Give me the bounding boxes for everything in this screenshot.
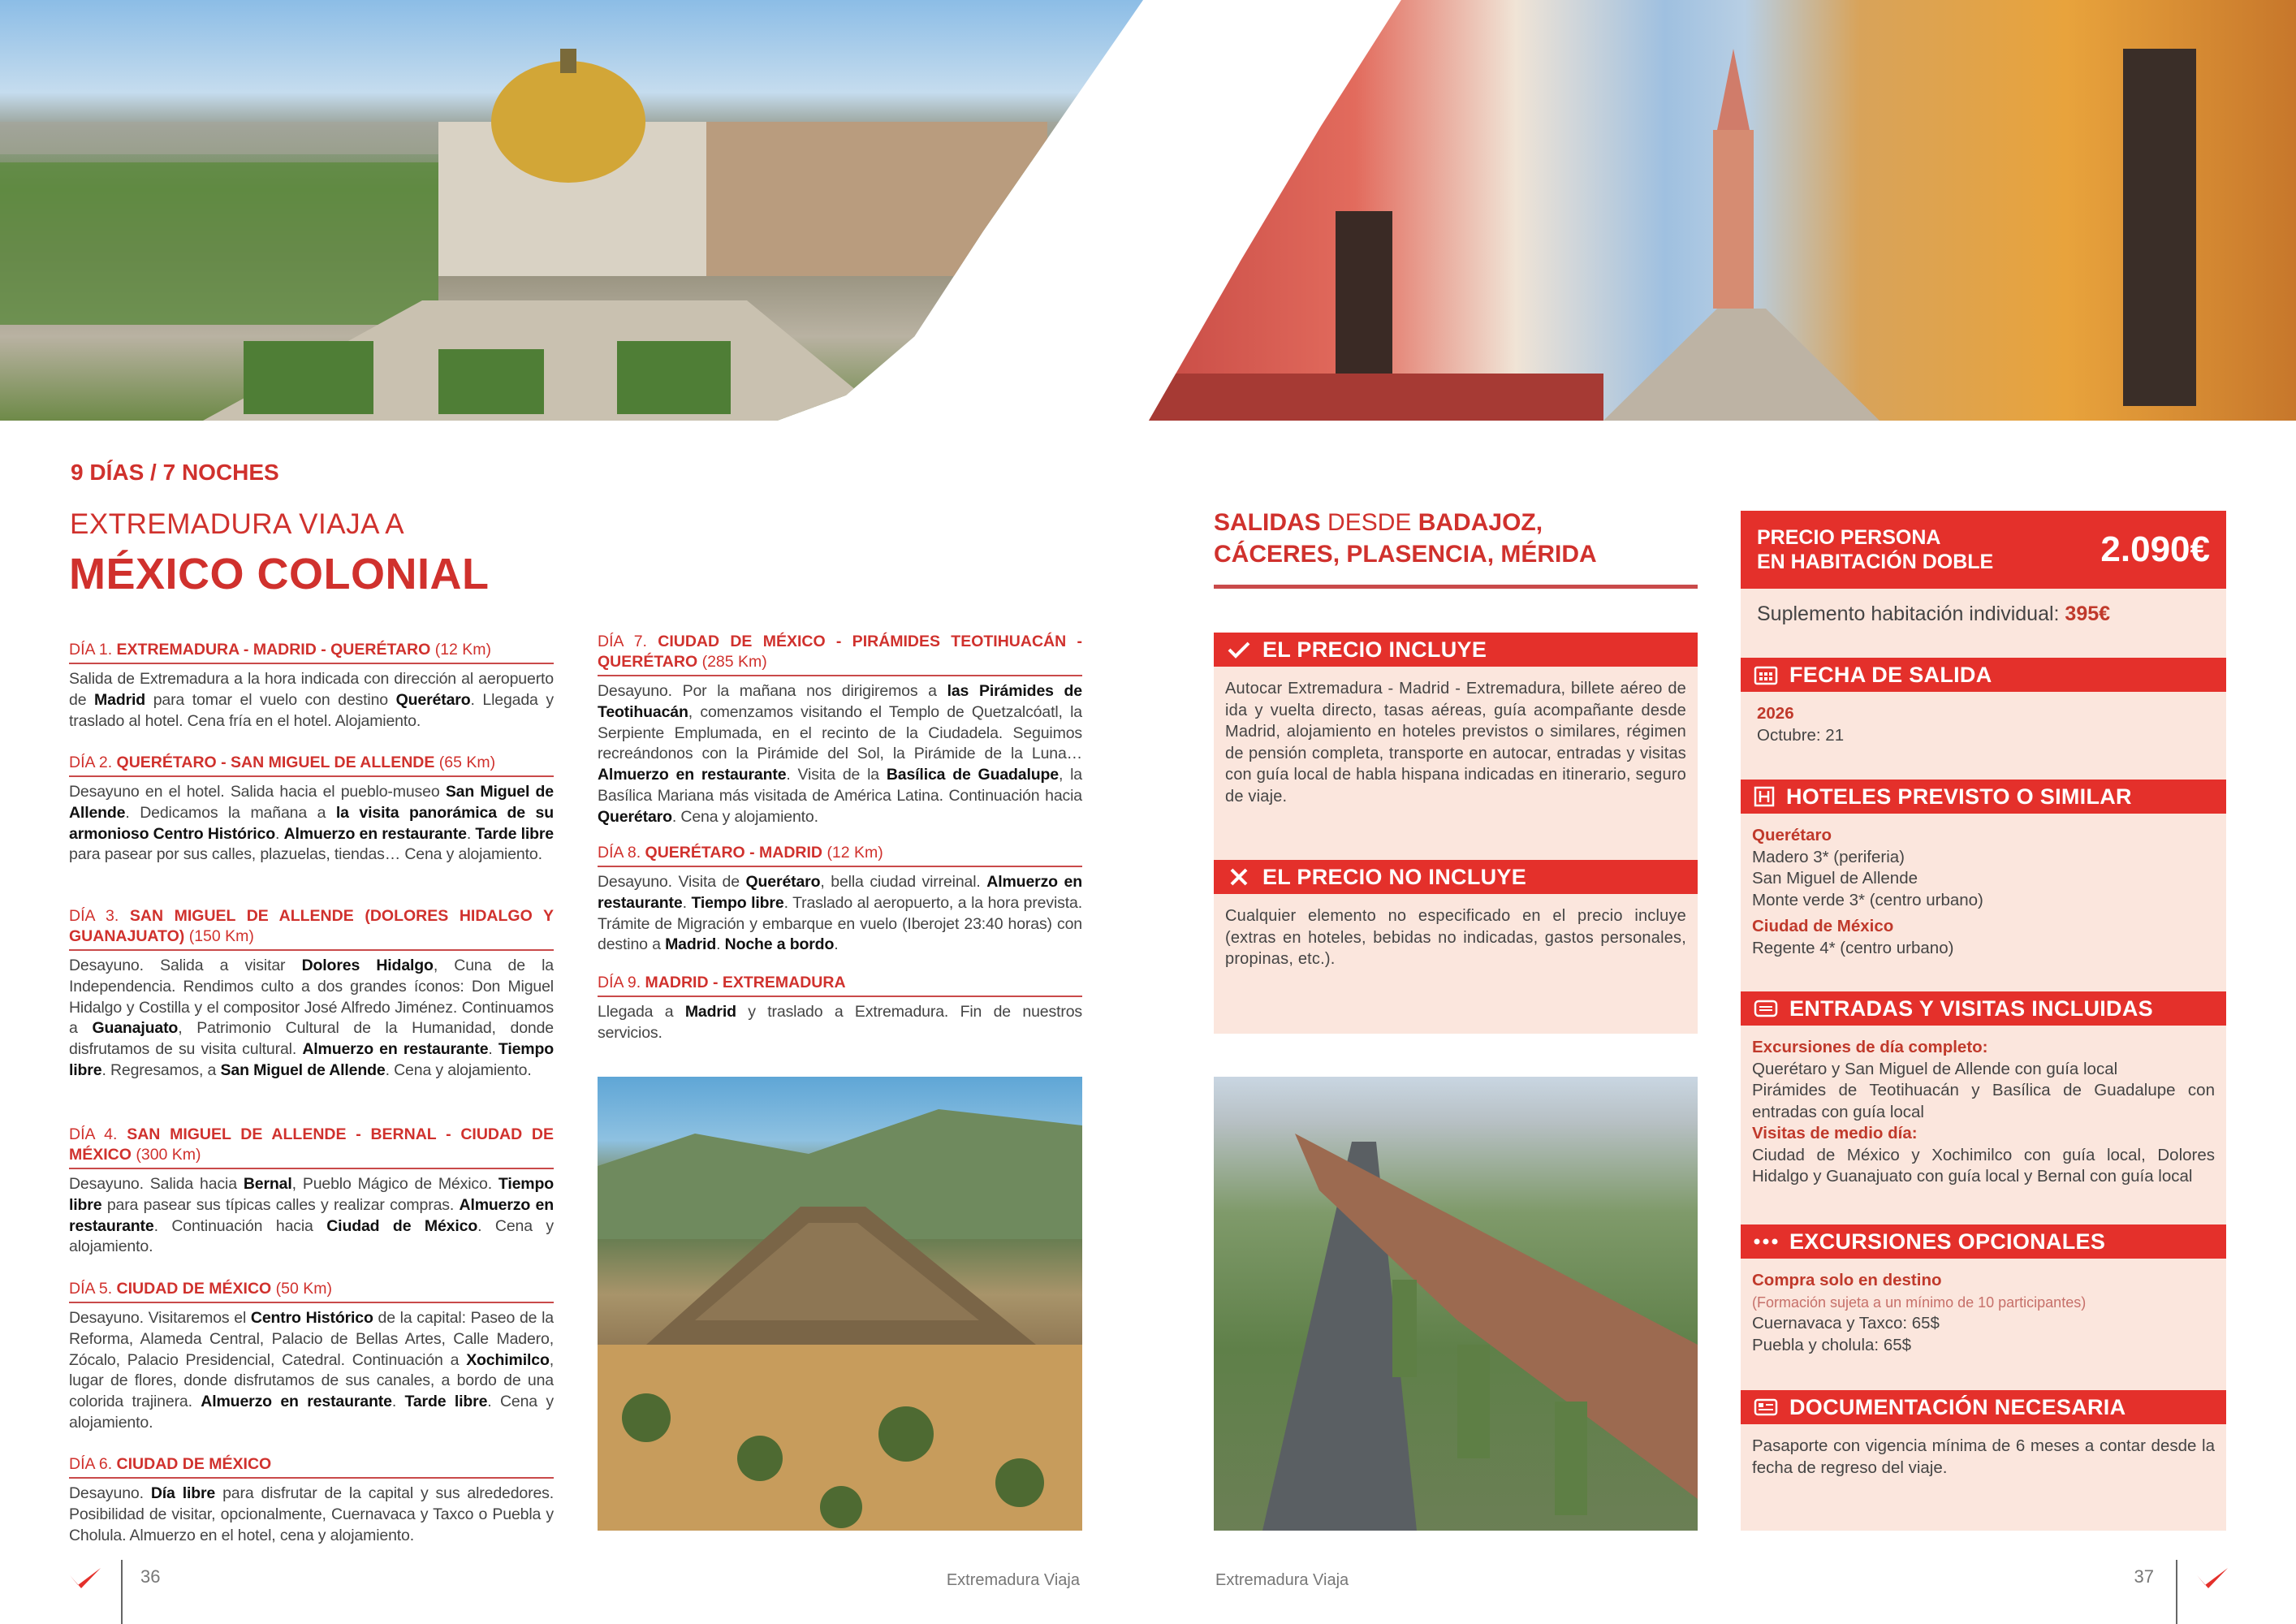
text: . [488,1040,498,1059]
day-6 [69,1454,554,1546]
day-distance: (300 Km) [136,1146,201,1164]
full-day-item: Pirámides de Teotihuacán y Basílica de Guadalupe con entradas con guía local [1752,1081,2215,1121]
text: de la capital: Paseo de la Reforma, Alameda Central, Palacio de Bellas Artes, Calle Madero, Zócalo, Palacio Presidencial, Catedral. Continuación a [69,1309,554,1369]
day-description [69,956,554,1082]
hotel-line: Regente 4* (centro urbano) [1752,938,1954,957]
trip-duration: 9 DÍAS / 7 NOCHES [71,460,279,485]
highlight: Día libre [150,1484,216,1502]
day-title: CIUDAD DE MÉXICO [116,1455,272,1473]
day-distance: (150 Km) [188,927,254,945]
documentation-header [1741,1390,2226,1424]
day-2 [69,753,554,866]
text: para pasear sus típicas calles y realizar compras. [101,1195,460,1214]
text: , Pueblo Mágico de México. [291,1175,498,1193]
highlight: Madrid [684,1003,736,1021]
price-label-line1: PRECIO PERSONA [1757,526,1941,549]
departure-year: 2026 [1757,704,1794,723]
highlight: Guanajuato [92,1019,179,1038]
text: . Cena y alojamiento. [385,1060,532,1079]
day-title: CIUDAD DE MÉXICO [116,1280,272,1298]
text: . Dedicamos la mañana a [125,803,336,822]
optional-item: Puebla y cholula: 65$ [1752,1335,1912,1354]
half-day-items: Ciudad de México y Xochimilco con guía local, Dolores Hidalgo y Guanajuato con guía local y Bernal con guía local [1752,1145,2215,1186]
text: . Llegada y traslado al hotel. Cena fría en el hotel. Alojamiento. [69,690,554,730]
highlight: Almuerzo en restaurante [69,1195,554,1235]
day-title: MADRID - EXTREMADURA [645,974,846,991]
text: . [275,824,284,843]
highlight: Tiempo libre [69,1175,554,1214]
divider [121,1560,123,1624]
departure-date-title: FECHA DE SALIDA [1789,662,1992,687]
day-heading [69,1125,554,1169]
price-includes-box [1214,633,1698,860]
hotel-line: San Miguel de Allende [1752,869,1918,888]
highlight: Madrid [665,935,717,954]
day-5 [69,1279,554,1434]
day-label: DÍA 1. [69,641,113,659]
price-includes-text: Autocar Extremadura - Madrid - Extremadura, billete aéreo de ida y vuelta directo, tasas aéreas, guía acompañante desde Madrid, alojamiento en hoteles previstos o similares, régimen de pensión completa, transporte en autocar, entradas y visitas con guía local de habla hispana indicadas en itinerario, seguro de viaje. [1225,680,1686,806]
highlight: Almuerzo en restaurante [201,1393,392,1411]
text: , bella ciudad virreinal. [820,873,987,891]
text: . [466,824,476,843]
price-includes-header [1214,633,1698,667]
highlight: Noche a bordo [724,935,835,954]
included-visits-section [1741,991,2226,1188]
price-banner [1741,511,2226,589]
price-value: 2.090€ [2100,529,2210,569]
highlight: Ciudad de México [326,1216,478,1235]
day-9 [598,973,1082,1044]
highlight: Querétaro [598,807,672,826]
price-includes-title: EL PRECIO INCLUYE [1262,637,1487,662]
text: Llegada a [598,1003,685,1021]
departure-city-1: BADAJOZ, [1418,509,1543,536]
highlight: Almuerzo en restaurante [283,824,467,843]
documentation-section [1741,1390,2226,1479]
supplement-label: Suplemento habitación individual: [1757,603,2065,625]
day-heading [69,1279,554,1303]
text: . Cena y alojamiento. [69,1216,555,1256]
text: . [391,1393,405,1411]
photo-teotihuacan-pyramid [598,1077,1082,1531]
text: . Cena y alojamiento. [69,1393,555,1432]
day-title: QUERÉTARO - SAN MIGUEL DE ALLENDE [116,754,435,771]
text: . Visita de la [786,766,887,784]
day-label: DÍA 6. [69,1455,113,1473]
optional-item: Cuernavaca y Taxco: 65$ [1752,1314,1940,1332]
street-illustration [1149,0,2296,421]
day-label: DÍA 2. [69,754,113,771]
photo-queretaro-aqueduct [1214,1077,1698,1531]
hotel-icon [1754,786,1775,807]
optional-note: (Formación sujeta a un mínimo de 10 participantes) [1752,1294,2087,1311]
day-description [69,669,554,732]
day-title: SAN MIGUEL DE ALLENDE - BERNAL - CIUDAD DE MÉXICO [69,1125,554,1164]
text: para tomar el vuelo con destino [145,690,396,709]
day-distance: (12 Km) [434,641,492,659]
day-distance: (12 Km) [826,844,883,862]
price-excludes-box [1214,860,1698,1034]
close-icon [1227,867,1251,887]
price-label-line2: EN HABITACIÓN DOBLE [1757,551,1994,573]
day-title: EXTREMADURA - MADRID - QUERÉTARO [116,641,431,659]
text: , lugar de flores, donde disfrutamos de sus canales, a bordo de una colorida trajinera. [69,1350,554,1411]
text: y traslado a Extremadura. Fin de nuestros servicios. [598,1003,1082,1042]
day-title: QUERÉTARO - MADRID [645,844,823,862]
highlight: Tarde libre [404,1393,488,1411]
documentation-title: DOCUMENTACIÓN NECESARIA [1789,1394,2126,1419]
brand-logo-left [68,1566,102,1590]
divider [1214,585,1698,589]
hotel-line: Monte verde 3* (centro urbano) [1752,890,1983,909]
highlight: Tarde libre [475,824,554,843]
price-excludes-header [1214,860,1698,894]
highlight: Querétaro [745,873,821,891]
highlight: la visita panorámica de su armonioso Centro Histórico [69,803,555,843]
photo-palacio-bellas-artes [0,0,1143,421]
highlight: Xochimilco [466,1350,550,1369]
footer-brand-left: Extremadura Viaja [946,1571,1080,1589]
day-label: DÍA 3. [69,907,119,925]
text: Desayuno en el hotel. Salida hacia el pueblo-museo [69,783,446,801]
text: Salida de Extremadura a la hora indicada con dirección al aeropuerto de [69,670,554,709]
page-subtitle: EXTREMADURA VIAJA A [70,508,405,540]
text: . [716,935,725,954]
supplement [1741,589,2226,625]
day-description [69,1308,554,1434]
highlight: las Pirámides de Teotihuacán [598,682,1082,721]
brand-logo-right [2195,1566,2229,1590]
text: . Continuación hacia [153,1216,327,1235]
highlight: San Miguel de Allende [220,1060,386,1079]
text: Desayuno. Visitaremos el [69,1309,251,1327]
highlight: Almuerzo en restaurante [598,873,1083,912]
day-description [69,1174,554,1258]
day-description [598,1002,1082,1044]
footer-brand-right: Extremadura Viaja [1215,1571,1349,1589]
text: , Cuna de la Independencia. Rendimos culto a dos grandes íconos: Don Miguel Hidalgo y Costilla y el compositor José Alfredo Jiménez. Continuamos a [69,957,554,1038]
text: , comenzamos visitando el Templo de Quetzalcóatl, la Serpiente Emplumada, en el recinto de la Ciudadela. Seguimos recreándonos con la Pirámide del Sol, la Pirámide de la Luna… [598,702,1082,763]
day-heading [598,843,1082,867]
highlight: Madrid [94,690,146,709]
highlight: Tiempo libre [69,1040,554,1079]
text: para pasear por sus calles, plazuelas, tiendas… Cena y alojamiento. [69,845,542,864]
highlight: Querétaro [395,690,471,709]
included-visits-title: ENTRADAS Y VISITAS INCLUIDAS [1789,996,2153,1021]
info-panel [1741,511,2226,1531]
hotels-list [1741,814,2226,959]
text: . [834,935,839,954]
hotel-city: Ciudad de México [1752,917,1894,935]
departure-cities: CÁCERES, PLASENCIA, MÉRIDA [1214,541,1597,568]
documentation-text: Pasaporte con vigencia mínima de 6 meses a contar desde la fecha de regreso del viaje. [1752,1436,2215,1477]
text: Desayuno. Por la mañana nos dirigiremos a [598,682,947,700]
ticket-icon [1754,1000,1778,1017]
day-8 [598,843,1082,956]
price-excludes-text: Cualquier elemento no especificado en el precio incluye (extras en hoteles, bebidas no indicadas, gastos personales, propinas, etc.). [1225,907,1686,968]
text: . [682,893,692,912]
palace-illustration [0,0,1143,421]
optional-excursions-section [1741,1224,2226,1356]
id-card-icon [1754,1398,1778,1416]
text: Desayuno. Salida hacia [69,1175,244,1193]
day-heading [598,973,1082,997]
full-day-label: Excursiones de día completo: [1752,1038,1988,1056]
highlight: Dolores Hidalgo [301,957,434,974]
day-label: DÍA 7. [598,633,647,650]
aqueduct-illustration [1214,1077,1698,1531]
day-label: DÍA 4. [69,1125,118,1143]
day-label: DÍA 9. [598,974,641,991]
optional-excursions-header [1741,1224,2226,1259]
departure-date-section [1741,658,2226,746]
text: Desayuno. Salida a visitar [69,957,302,974]
optional-label: Compra solo en destino [1752,1271,1942,1289]
hotels-header [1741,780,2226,814]
highlight: Almuerzo en restaurante [302,1040,489,1059]
day-title: CIUDAD DE MÉXICO - PIRÁMIDES TEOTIHUACÁN - QUERÉTARO [598,633,1082,671]
day-heading [69,753,554,777]
day-distance: (50 Km) [275,1280,333,1298]
highlight: Bernal [243,1175,292,1193]
full-day-item: Querétaro y San Miguel de Allende con guía local [1752,1059,2118,1078]
hotel-city: Querétaro [1752,826,1832,844]
pyramid-illustration [598,1077,1082,1531]
day-description [598,681,1082,828]
day-distance: (65 Km) [438,754,496,771]
day-heading [598,632,1082,676]
highlight: Basílica de Guadalupe [886,766,1059,784]
text: . Regresamos, a [101,1060,221,1079]
highlight: Centro Histórico [250,1309,373,1327]
text: Desayuno. [69,1484,151,1502]
day-7 [598,632,1082,828]
highlight: San Miguel de Allende [69,783,555,822]
day-3 [69,906,554,1082]
day-label: DÍA 8. [598,844,641,862]
check-icon [1227,640,1251,659]
optional-excursions-title: EXCURSIONES OPCIONALES [1789,1229,2106,1254]
text: . Cena y alojamiento. [671,807,818,826]
page-number-left: 36 [140,1566,161,1587]
departures-label: SALIDAS [1214,509,1321,536]
text: para disfrutar de la capital y sus alrededores. Posibilidad de visitar, opcionalmente, Cuernavaca y Taxco o Puebla y Cholula. Almuerzo en el hotel, cena y alojamiento. [69,1484,555,1544]
hotels-title: HOTELES PREVISTO O SIMILAR [1786,784,2132,809]
supplement-value: 395€ [2065,603,2111,625]
day-heading [69,1454,554,1479]
day-1 [69,640,554,732]
day-title: SAN MIGUEL DE ALLENDE (DOLORES HIDALGO Y GUANAJUATO) [69,907,554,945]
price-excludes-title: EL PRECIO NO INCLUYE [1262,864,1527,889]
included-visits-header [1741,991,2226,1026]
departures-from: DESDE [1320,509,1418,536]
page-number-right: 37 [2134,1566,2154,1587]
day-distance: (285 Km) [701,653,767,671]
text: , la Basílica Mariana más visitada de América Latina. Continuación hacia [598,766,1082,805]
dots-icon [1754,1237,1778,1246]
departures-heading [1214,507,1698,570]
day-4 [69,1125,554,1258]
day-description [69,782,554,866]
day-heading [69,640,554,664]
highlight: Almuerzo en restaurante [598,766,787,784]
hotels-section [1741,780,2226,959]
day-label: DÍA 5. [69,1280,113,1298]
text: . Traslado al aeropuerto, a la hora prevista. Trámite de Migración y embarque en vuelo (Iberojet 23:40 horas) con destino a [598,893,1082,954]
calendar-icon [1754,664,1778,685]
day-heading [69,906,554,951]
day-description [69,1484,554,1546]
divider [2176,1560,2177,1624]
half-day-label: Visitas de medio día: [1752,1124,1918,1142]
departure-date-header [1741,658,2226,692]
highlight: Tiempo libre [691,893,784,912]
photo-san-miguel-street [1149,0,2296,421]
page-title: MÉXICO COLONIAL [69,550,490,598]
day-description [598,872,1082,956]
text: , Patrimonio Cultural de la Humanidad, donde disfrutamos de su visita cultural. [69,1019,554,1059]
text: Desayuno. Visita de [598,873,746,891]
departure-dates: Octubre: 21 [1757,725,1845,745]
hotel-line: Madero 3* (periferia) [1752,847,1905,866]
